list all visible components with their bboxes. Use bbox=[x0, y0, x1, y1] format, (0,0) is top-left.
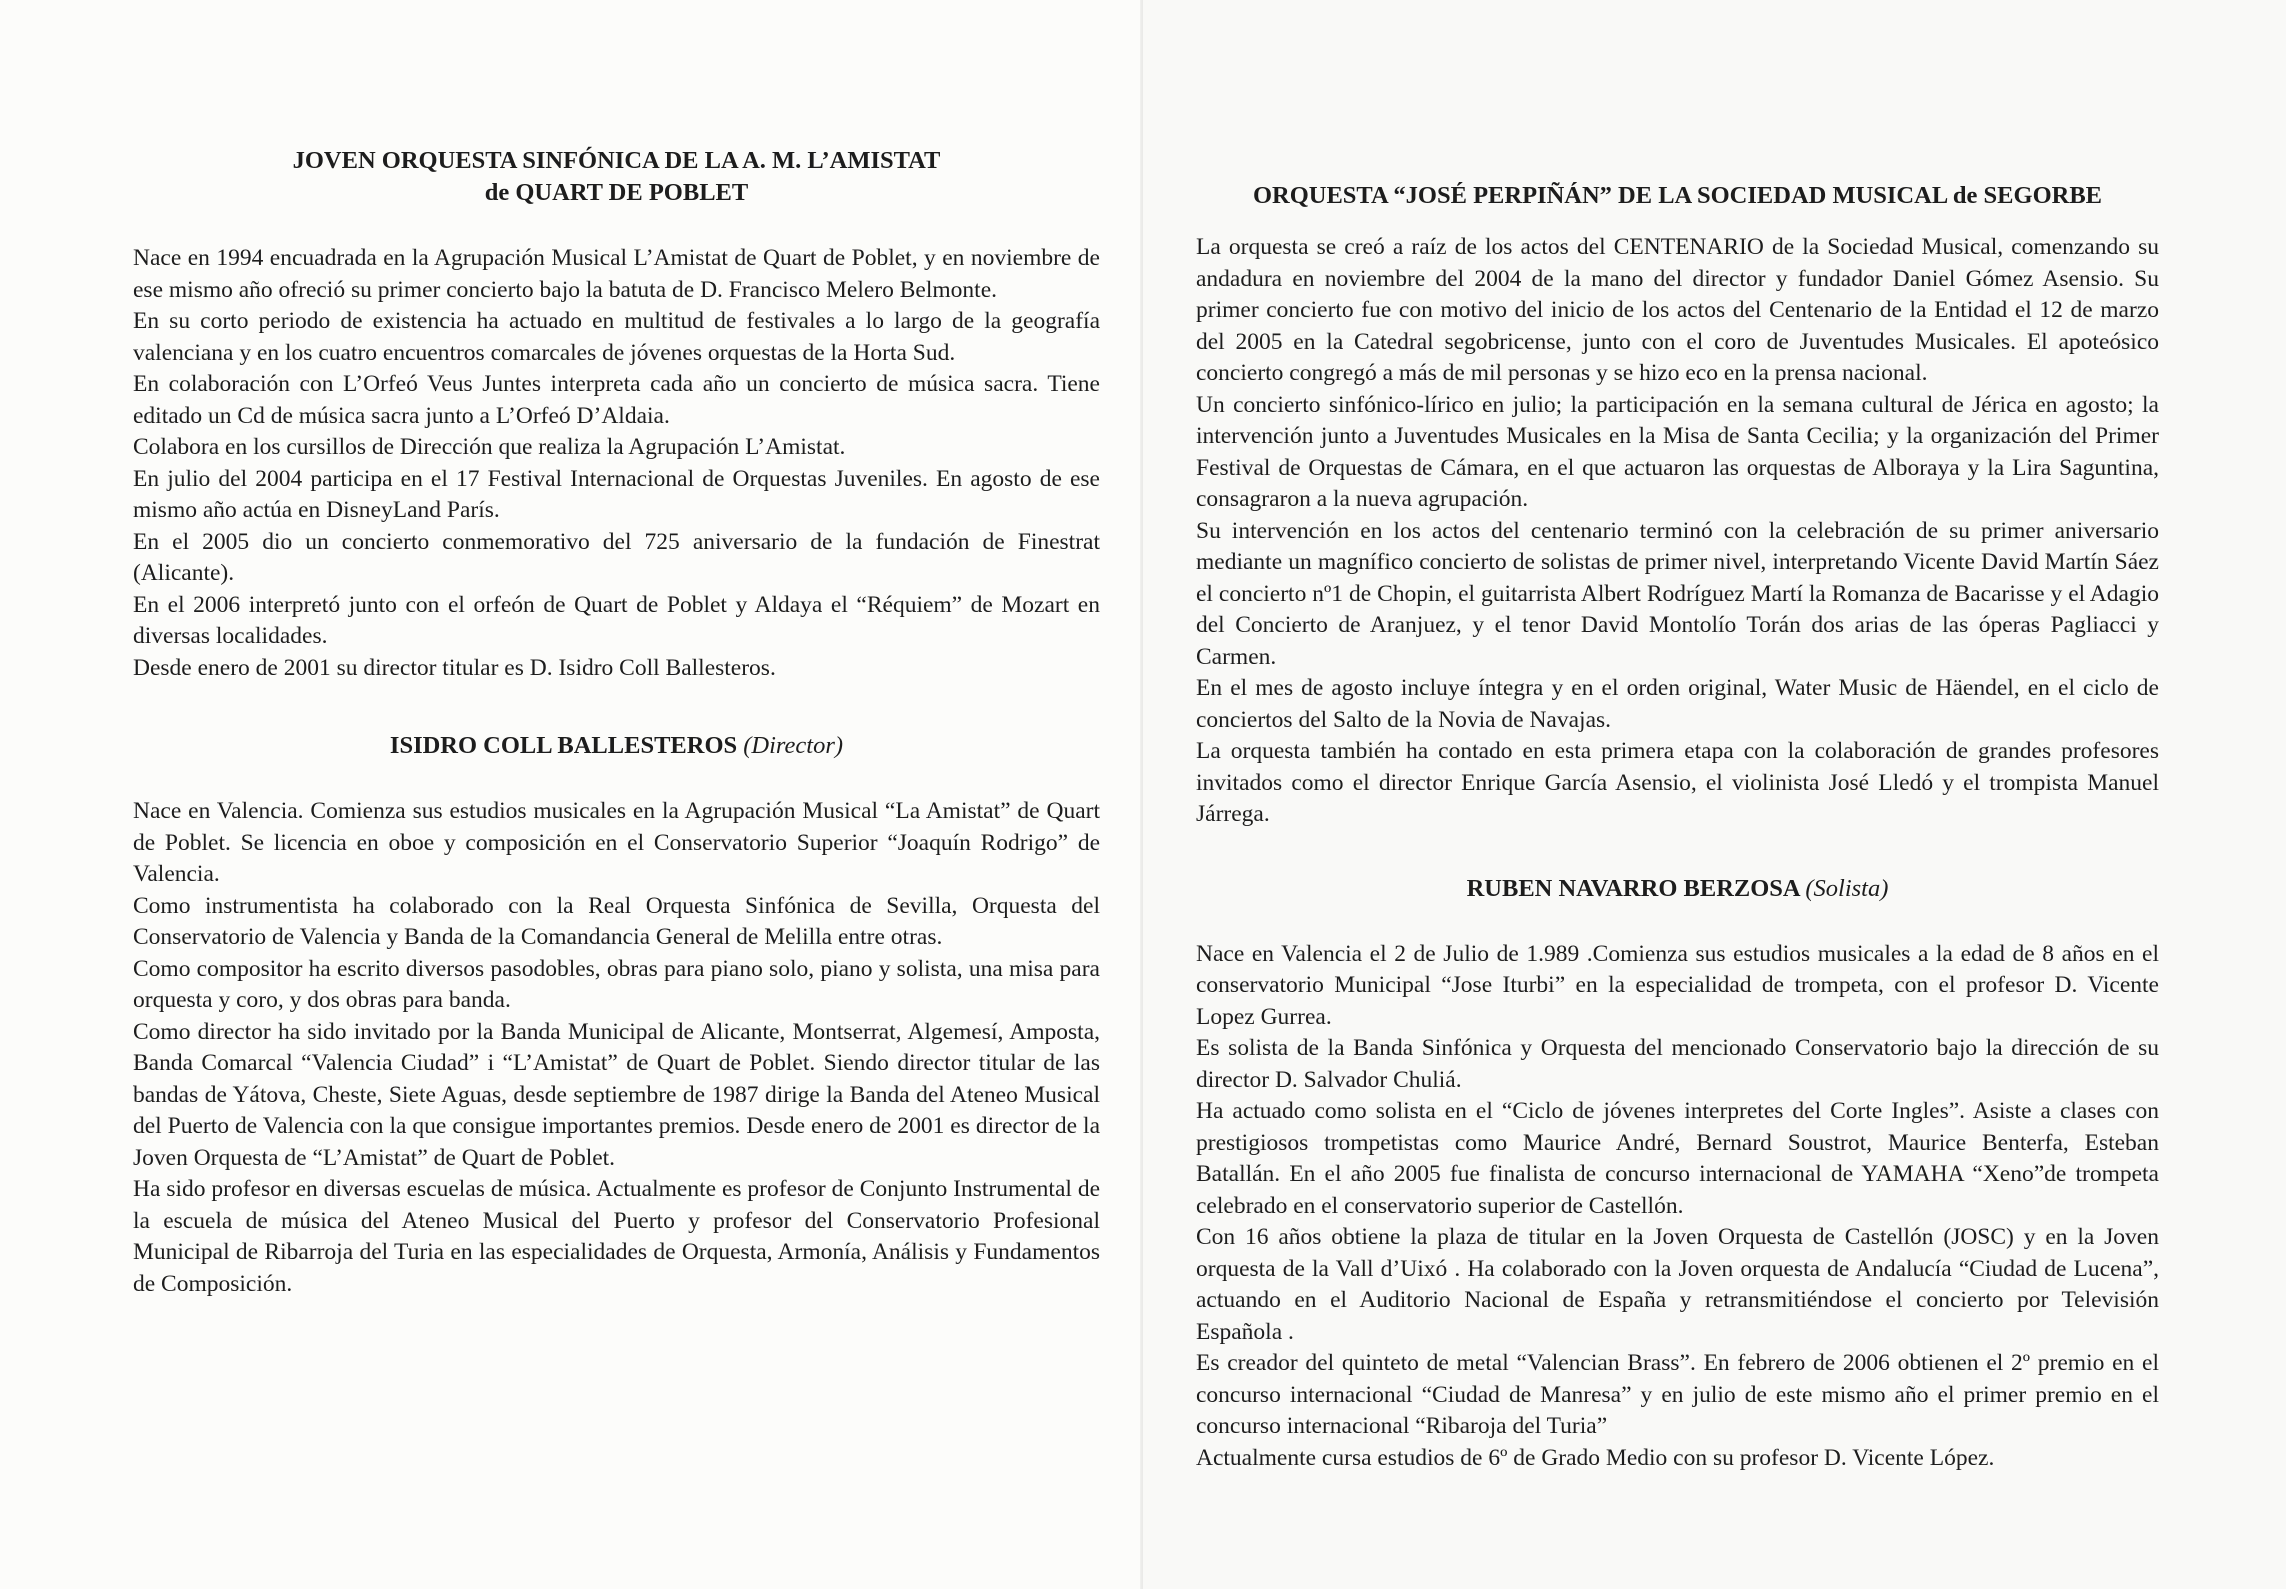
paragraph: Es solista de la Banda Sinfónica y Orquesta del mencionado Conservatorio bajo la dirección de su director D. Salvador Chuliá. bbox=[1196, 1035, 2159, 1093]
paragraph: Como director ha sido invitado por la Banda Municipal de Alicante, Montserrat, Algemesí, Amposta, Banda Comarcal “Valencia Ciudad” i “L’Amistat” de Quart de Poblet. Siendo director titular de las bandas de Yátova, Cheste, Siete Aguas, desde septiembre de 1987 dirige la Banda del Ateneo Musical del Puerto de Valencia con la que consigue importantes premios. Desde enero de 2001 es director de la Joven Orquesta de “L’Amistat” de Quart de Poblet. bbox=[133, 1018, 1100, 1171]
paragraph: Su intervención en los actos del centenario terminó con la celebración de su primer aniversario mediante un magnífico concierto de solistas de primer nivel, interpretando Vicente David Martín Sáez el concierto nº1 de Chopin, el guitarrista Albert Rodríguez Martí la Romanza de Bacarisse y el Adagio del Concierto de Aranjuez, y el tenor David Montolío Torán dos arias de las óperas Pagliacci y Carmen. bbox=[1196, 517, 2159, 670]
soloist-heading bbox=[1196, 873, 2159, 905]
director-name: ISIDRO COLL BALLESTEROS bbox=[389, 732, 738, 759]
paragraph: Ha actuado como solista en el “Ciclo de jóvenes interpretes del Corte Ingles”. Asiste a clases con prestigiosos trompetistas como Maurice André, Bernard Soustrot, Maurice Benterfa, Esteban Batallán. En el año 2005 fue finalista de concurso internacional de YAMAHA “Xeno”de trompeta celebrado en el conservatorio superior de Castellón. bbox=[1196, 1098, 2159, 1219]
paragraph: Nace en 1994 encuadrada en la Agrupación Musical L’Amistat de Quart de Poblet, y en noviembre de ese mismo año ofreció su primer concierto bajo la batuta de D. Francisco Melero Belmonte. bbox=[133, 245, 1100, 303]
segorbe-orchestra-description bbox=[1196, 232, 2159, 831]
orchestra-heading-line1: JOVEN ORQUESTA SINFÓNICA DE LA A. M. L’AMISTAT bbox=[292, 147, 941, 174]
paragraph: Como compositor ha escrito diversos pasodobles, obras para piano solo, piano y solista, una misa para orquesta y coro, y dos obras para banda. bbox=[133, 955, 1100, 1013]
orchestra-description bbox=[133, 243, 1100, 684]
orchestra-heading-line2: de QUART DE POBLET bbox=[484, 179, 749, 206]
soloist-name: RUBEN NAVARRO BERZOSA bbox=[1466, 874, 1800, 902]
paragraph: En julio del 2004 participa en el 17 Festival Internacional de Orquestas Juveniles. En agosto de ese mismo año actúa en DisneyLand París. bbox=[133, 465, 1100, 523]
right-column bbox=[1196, 180, 2159, 1474]
paragraph: La orquesta se creó a raíz de los actos del CENTENARIO de la Sociedad Musical, comenzando su andadura en noviembre del 2004 de la mano del director y fundador Daniel Gómez Asensio. Su primer concierto fue con motivo del inicio de los actos del Centenario de la Entidad el 12 de marzo del 2005 en la Catedral segobricense, junto con el coro de Juventudes Musicales. El apoteósico concierto congregó a más de mil personas y se hizo eco en la prensa nacional. bbox=[1196, 234, 2159, 386]
paragraph: En su corto periodo de existencia ha actuado en multitud de festivales a lo largo de la geografía valenciana y en los cuatro encuentros comarcales de jóvenes orquestas de la Horta Sud. bbox=[133, 308, 1100, 366]
paragraph: Como instrumentista ha colaborado con la Real Orquesta Sinfónica de Sevilla, Orquesta del Conservatorio de Valencia y Banda de la Comandancia General de Melilla entre otras. bbox=[133, 892, 1100, 950]
paragraph: Un concierto sinfónico-lírico en julio; la participación en la semana cultural de Jérica en agosto; la intervención junto a Juventudes Musicales en la Misa de Santa Cecilia; y la organización del Primer Festival de Orquestas de Cámara, en el que actuaron las orquestas de Alboraya y la Lira Saguntina, consagraron a la nueva agrupación. bbox=[1196, 391, 2159, 512]
director-heading bbox=[133, 730, 1100, 762]
soloist-biography bbox=[1196, 939, 2159, 1475]
paragraph: Nace en Valencia el 2 de Julio de 1.989 .Comienza sus estudios musicales a la edad de 8 años en el conservatorio Municipal “Jose Iturbi” en la especialidad de trompeta, con el profesor D. Vicente Lopez Gurrea. bbox=[1196, 940, 2159, 1030]
paragraph: Colabora en los cursillos de Dirección que realiza la Agrupación L’Amistat. bbox=[133, 434, 846, 460]
soloist-role: (Solista) bbox=[1805, 874, 1889, 902]
paragraph: Nace en Valencia. Comienza sus estudios musicales en la Agrupación Musical “La Amistat” de Quart de Poblet. Se licencia en oboe y composición en el Conservatorio Superior “Joaquín Rodrigo” de Valencia. bbox=[133, 798, 1100, 887]
paragraph: En el 2006 interpretó junto con el orfeón de Quart de Poblet y Aldaya el “Réquiem” de Mozart en diversas localidades. bbox=[133, 591, 1100, 649]
director-role: (Director) bbox=[743, 732, 844, 759]
paragraph: Con 16 años obtiene la plaza de titular en la Joven Orquesta de Castellón (JOSC) y en la Joven orquesta de la Vall d’Uixó . Ha colaborado con la Joven orquesta de Andalucía “Ciudad de Lucena”, actuando en el Auditorio Nacional de España y retransmitiéndose el concierto por Televisión Española . bbox=[1196, 1224, 2159, 1345]
orchestra-heading bbox=[133, 145, 1100, 209]
paragraph: Es creador del quinteto de metal “Valencian Brass”. En febrero de 2006 obtienen el 2º premio en el concurso internacional “Ciudad de Manresa” y en julio de este mismo año el primer premio en el concurso internacional “Ribaroja del Turia” bbox=[1196, 1350, 2159, 1439]
paragraph: En colaboración con L’Orfeó Veus Juntes interpreta cada año un concierto de música sacra. Tiene editado un Cd de música sacra junto a L’Orfeó D’Aldaia. bbox=[133, 371, 1100, 429]
paragraph: Actualmente cursa estudios de 6º de Grado Medio con su profesor D. Vicente López. bbox=[1196, 1444, 1995, 1471]
paragraph: Desde enero de 2001 su director titular es D. Isidro Coll Ballesteros. bbox=[133, 654, 776, 681]
paragraph: En el mes de agosto incluye íntegra y en el orden original, Water Music de Häendel, en el ciclo de conciertos del Salto de la Novia de Navajas. bbox=[1196, 675, 2159, 733]
director-biography bbox=[133, 796, 1100, 1300]
paragraph: En el 2005 dio un concierto conmemorativo del 725 aniversario de la fundación de Finestrat (Alicante). bbox=[133, 528, 1100, 586]
paragraph: La orquesta también ha contado en esta primera etapa con la colaboración de grandes profesores invitados como el director Enrique García Asensio, el violinista José Lledó y el trompista Manuel Járrega. bbox=[1196, 738, 2159, 827]
left-column bbox=[133, 145, 1100, 1300]
segorbe-orchestra-heading: ORQUESTA “JOSÉ PERPIÑÁN” DE LA SOCIEDAD MUSICAL de SEGORBE bbox=[1252, 182, 2103, 209]
paragraph: Ha sido profesor en diversas escuelas de música. Actualmente es profesor de Conjunto Instrumental de la escuela de música del Ateneo Musical del Puerto y profesor del Conservatorio Profesional Municipal de Ribarroja del Turia en las especialidades de Orquesta, Armonía, Análisis y Fundamentos de Composición. bbox=[133, 1176, 1100, 1297]
